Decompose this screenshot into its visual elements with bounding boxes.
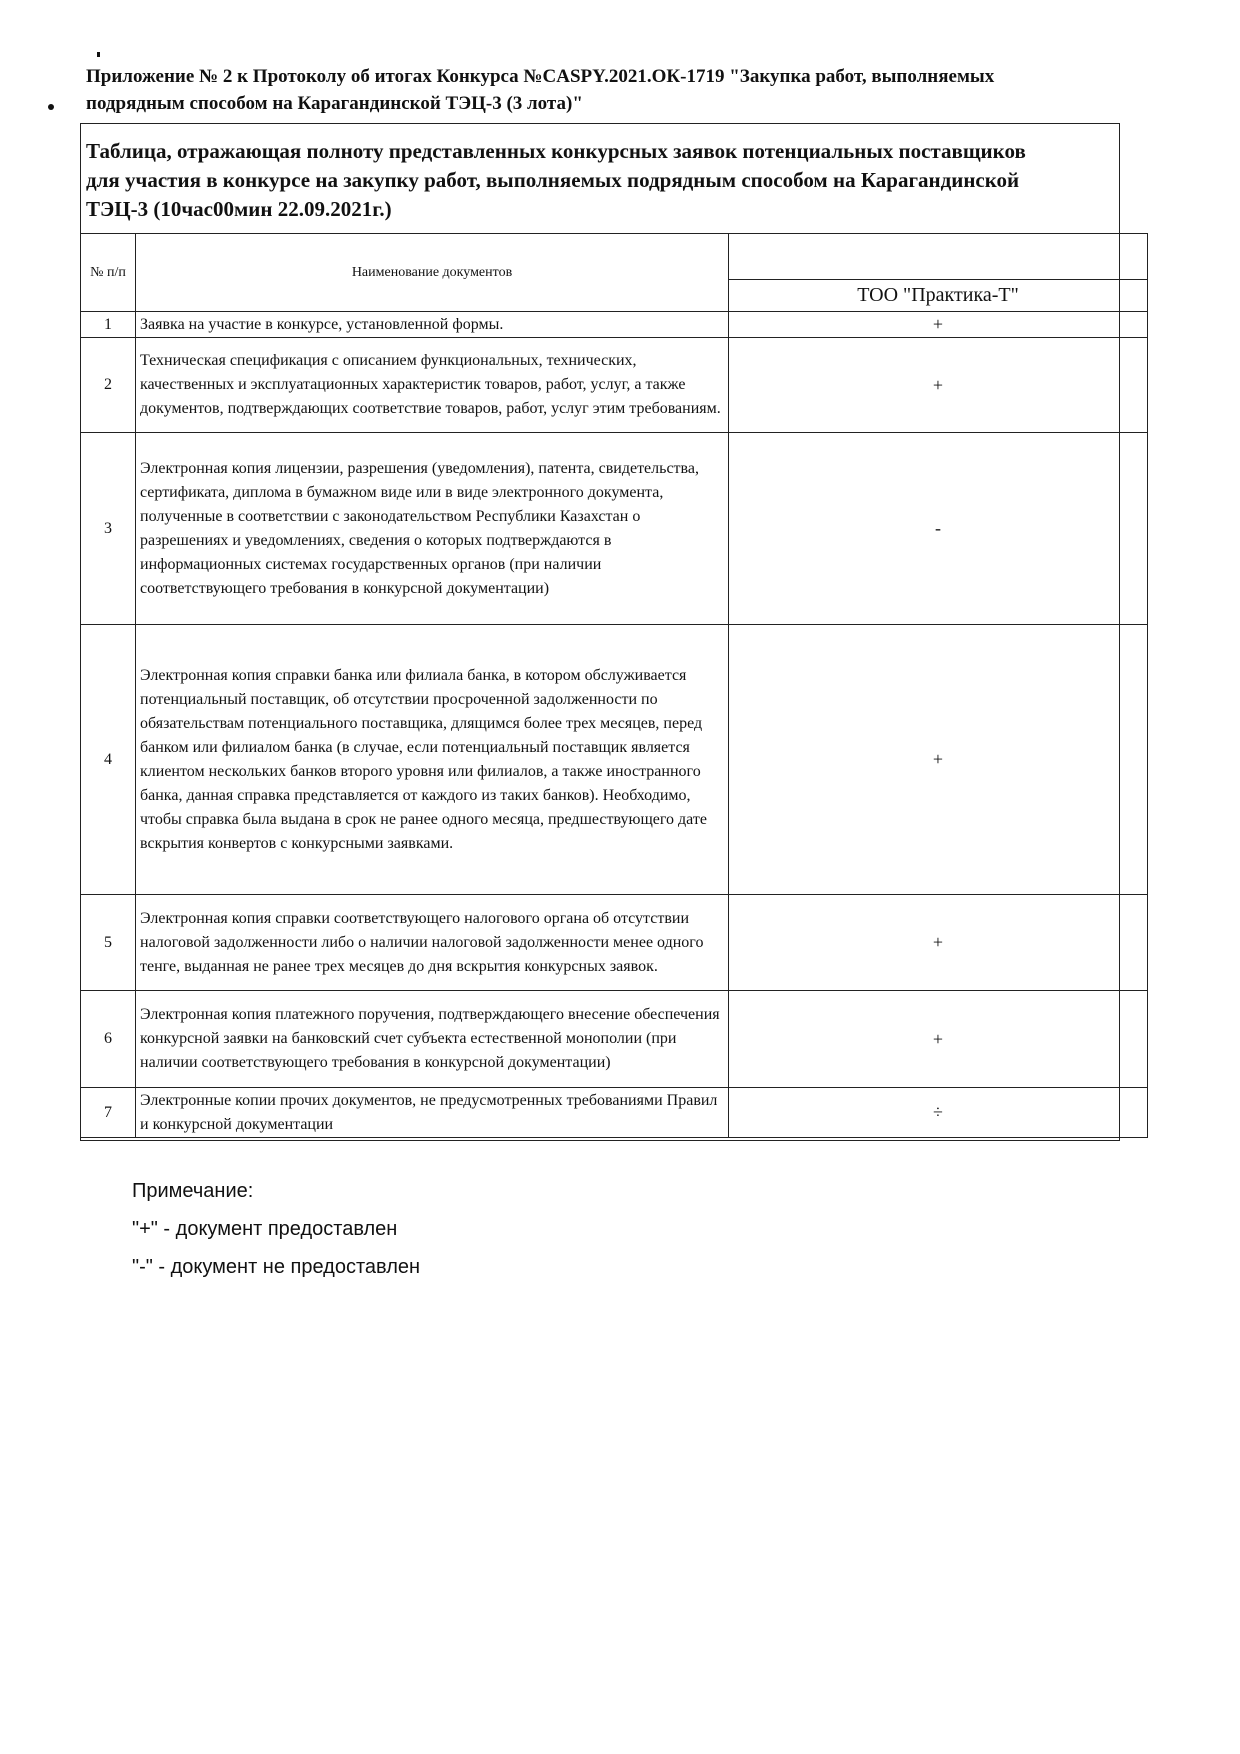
table-row bbox=[81, 1088, 1148, 1138]
note-minus: "-" - документ не предоставлен bbox=[132, 1256, 421, 1278]
row-document: Электронная копия платежного поручения, подтверждающего внесение обеспечения конкурсной заявки на банковский счет субъекта естественной монополии (при наличии соответствующего требования в конкурсной документации) bbox=[136, 991, 729, 1088]
scan-dot bbox=[48, 104, 54, 110]
row-document: Электронная копия справки банка или филиала банка, в котором обслуживается потенциальный поставщик, об отсутствии просроченной задолженности по обязательствам потенциального поставщика, длящимся более трех месяцев, перед банком или филиалом банка (в случае, если потенциальный поставщик является клиентом нескольких банков второго уровня или филиалов, а также иностранного банка, данная справка представляется от каждого из таких банков). Необходимо, чтобы справка была выдана в срок не ранее одного месяца, предшествующего дате вскрытия конвертов с конкурсными заявками. bbox=[136, 625, 729, 895]
appendix-header-line-2: подрядным способом на Карагандинской ТЭЦ-3 (3 лота)" bbox=[86, 93, 583, 114]
column-header-blank bbox=[729, 234, 1148, 280]
column-header-documents: Наименование документов bbox=[136, 234, 729, 312]
column-header-number: № п/п bbox=[81, 234, 136, 312]
row-number: 2 bbox=[81, 338, 136, 433]
table-title-line-3: ТЭЦ-3 (10час00мин 22.09.2021г.) bbox=[86, 197, 392, 221]
header-row bbox=[81, 234, 1148, 280]
note-plus: "+" - документ предоставлен bbox=[132, 1218, 398, 1240]
notes-heading: Примечание: bbox=[132, 1180, 254, 1202]
row-document: Электронная копия лицензии, разрешения (уведомления), патента, свидетельства, сертификата, диплома в бумажном виде или в виде электронного документа, полученные в соответствии с законодательством Республики Казахстан о разрешениях и уведомлениях, сведения о которых подтверждаются в информационных системах государственных органов (при наличии соответствующего требования в конкурсной документации) bbox=[136, 433, 729, 625]
table-row bbox=[81, 338, 1148, 433]
row-number: 4 bbox=[81, 625, 136, 895]
table-row bbox=[81, 625, 1148, 895]
row-number: 6 bbox=[81, 991, 136, 1088]
appendix-header-line-1: Приложение № 2 к Протоколу об итогах Конкурса №CASPY.2021.ОК-1719 "Закупка работ, выполняемых bbox=[86, 66, 995, 87]
notes-section bbox=[132, 1172, 420, 1286]
row-mark: + bbox=[729, 625, 1148, 895]
row-number: 1 bbox=[81, 312, 136, 338]
column-header-supplier: ТОО "Практика-Т" bbox=[729, 280, 1148, 312]
row-mark: + bbox=[729, 895, 1148, 991]
row-mark: - bbox=[729, 433, 1148, 625]
table-title-line-1: Таблица, отражающая полноту представленных конкурсных заявок потенциальных поставщиков bbox=[86, 139, 1026, 163]
row-document: Заявка на участие в конкурсе, установленной формы. bbox=[136, 312, 729, 338]
table-row bbox=[81, 312, 1148, 338]
row-document: Электронные копии прочих документов, не предусмотренных требованиями Правил и конкурсной документации bbox=[136, 1088, 729, 1138]
row-document: Электронная копия справки соответствующего налогового органа об отсутствии налоговой задолженности либо о наличии налоговой задолженности менее одного тенге, выданная не ранее трех месяцев до дня вскрытия конкурсных заявок. bbox=[136, 895, 729, 991]
row-number: 7 bbox=[81, 1088, 136, 1138]
table-row bbox=[81, 433, 1148, 625]
documents-table bbox=[80, 233, 1148, 1138]
scan-mark bbox=[97, 52, 100, 57]
row-mark: + bbox=[729, 991, 1148, 1088]
table-row bbox=[81, 991, 1148, 1088]
table-title-line-2: для участия в конкурсе на закупку работ, выполняемых подрядным способом на Карагандинской bbox=[86, 168, 1020, 192]
row-mark: + bbox=[729, 338, 1148, 433]
table-title bbox=[86, 137, 1116, 224]
row-number: 3 bbox=[81, 433, 136, 625]
row-document: Техническая спецификация с описанием функциональных, технических, качественных и эксплуатационных характеристик товаров, работ, услуг, а также документов, подтверждающих соответствие товаров, работ, услуг этим требованиям. bbox=[136, 338, 729, 433]
row-mark: ÷ bbox=[729, 1088, 1148, 1138]
row-number: 5 bbox=[81, 895, 136, 991]
table-row bbox=[81, 895, 1148, 991]
row-mark: + bbox=[729, 312, 1148, 338]
appendix-header bbox=[86, 63, 1126, 117]
